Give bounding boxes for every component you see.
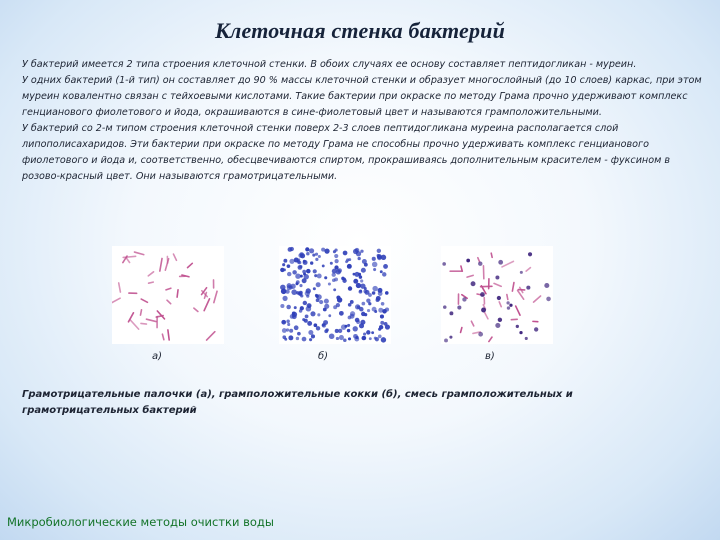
- image-label-a: а): [152, 351, 163, 362]
- image-label-c: в): [485, 351, 495, 362]
- figure-caption: Грамотрицательные палочки (а), грамположительные кокки (б), смесь грамположительных и грамотрицательных бактерий: [22, 389, 573, 416]
- micrograph-mixed-bacteria: [441, 246, 553, 344]
- footer-title: Микробиологические методы очистки воды: [7, 515, 274, 529]
- slide-title: Клеточная стенка бактерий: [214, 18, 506, 43]
- paragraph-1: У бактерий имеется 2 типа строения клеточной стенки. В обоих случаях ее основу составляет пептидогликан - муреин.: [22, 59, 637, 70]
- paragraph-2: У одних бактерий (1-й тип) он составляет до 90 % массы клеточной стенки и образует многослойный (до 10 слоев) каркас, при этом муреин ковалентно связан с тейхоевыми кислотами. Такие бактерии при окраске по методу Грама прочно удерживают комплекс генцианового фиолетового и йода, окрашиваются в сине-фиолетовый цвет и называются грамположительными.: [22, 75, 702, 118]
- body-text: [22, 57, 702, 185]
- image-label-b: б): [318, 351, 329, 362]
- paragraph-3: У бактерий со 2-м типом строения клеточной стенки поверх 2-3 слоев пептидогликана муреина располагается слой липополисахаридов. Эти бактерии при окраске по методу Грама не способны прочно удерживать комплекс генцианового фиолетового и йода и, соответственно, обесцвечиваются спиртом, прокрашиваясь дополнительным красителем - фуксином в розово-красный цвет. Они называются грамотрицательными.: [22, 123, 671, 182]
- micrograph-gram-positive-cocci: [279, 246, 391, 344]
- micrograph-gram-negative-rods: [112, 246, 224, 344]
